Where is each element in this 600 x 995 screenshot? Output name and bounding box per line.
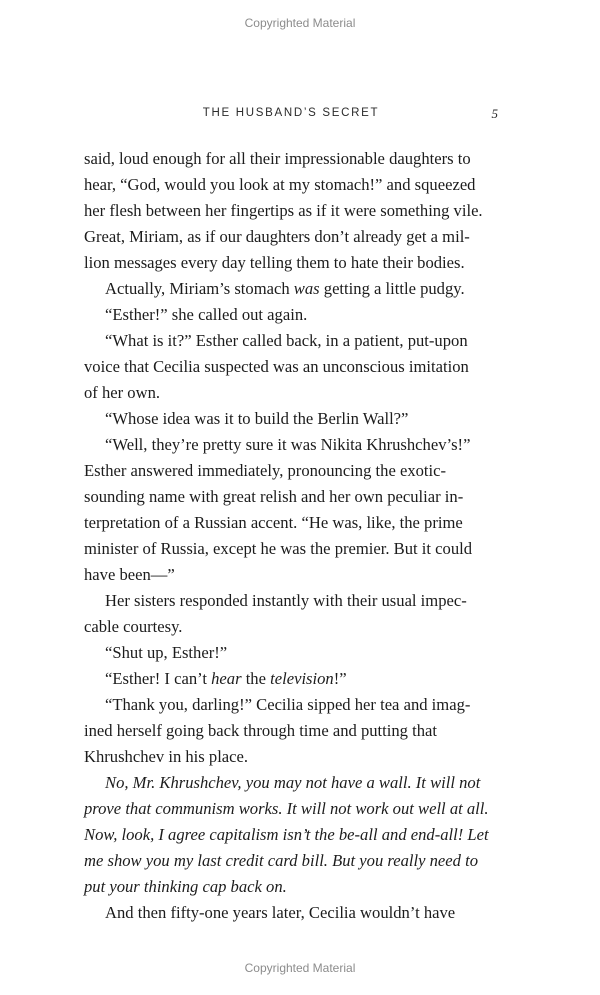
text-line (84, 146, 498, 172)
text-line (84, 250, 498, 276)
italic-text-segment: Now, look, I agree capitalism isn’t the be-all and end-all! Let (84, 825, 489, 844)
italic-text-segment: put your thinking cap back on. (84, 877, 287, 896)
text-line (84, 276, 498, 302)
text-line (84, 458, 498, 484)
text-segment: getting a little pudgy. (319, 279, 465, 298)
text-line (84, 614, 498, 640)
text-line (84, 900, 498, 926)
text-line (84, 536, 498, 562)
text-segment: cable courtesy. (84, 617, 183, 636)
text-line (84, 770, 498, 796)
copyright-watermark-top: Copyrighted Material (244, 16, 356, 30)
text-segment: “Thank you, darling!” Cecilia sipped her tea and imag- (105, 695, 471, 714)
italic-text-segment: prove that communism works. It will not work out well at all. (84, 799, 489, 818)
text-line (84, 432, 498, 458)
book-title: THE HUSBAND’S SECRET (202, 107, 380, 119)
text-line (84, 510, 498, 536)
text-segment: lion messages every day telling them to hate their bodies. (84, 253, 465, 272)
text-line (84, 588, 498, 614)
italic-text-segment: me show you my last credit card bill. But you really need to (84, 851, 479, 870)
text-segment: voice that Cecilia suspected was an unconscious imitation (84, 357, 469, 376)
text-line (84, 718, 498, 744)
text-line (84, 484, 498, 510)
text-line (84, 692, 498, 718)
text-line (84, 874, 498, 900)
text-line (84, 354, 498, 380)
text-segment: “What is it?” Esther called back, in a patient, put-upon (105, 331, 468, 350)
text-segment: hear, “God, would you look at my stomach!” and squeezed (84, 175, 476, 194)
text-line (84, 328, 498, 354)
text-segment: “Shut up, Esther!” (105, 643, 228, 662)
text-line (84, 380, 498, 406)
text-line (84, 796, 498, 822)
text-segment: minister of Russia, except he was the premier. But it could (84, 539, 473, 558)
page-body-text (84, 146, 498, 926)
text-segment: “Esther! I can’t (105, 669, 212, 688)
copyright-watermark-bottom: Copyrighted Material (244, 961, 356, 975)
text-line (84, 640, 498, 666)
text-line (84, 198, 498, 224)
text-line (84, 848, 498, 874)
text-segment: “Esther!” she called out again. (105, 305, 308, 324)
text-segment: “Well, they’re pretty sure it was Nikita Khrushchev’s!” (105, 435, 471, 454)
italic-text-segment: television (270, 669, 334, 688)
text-line (84, 562, 498, 588)
text-line (84, 822, 498, 848)
text-segment: of her own. (84, 383, 161, 402)
text-segment: !” (333, 669, 347, 688)
italic-text-segment: No, Mr. Khrushchev, you may not have a wall. It will not (105, 773, 481, 792)
text-segment: ined herself going back through time and putting that (84, 721, 437, 740)
text-segment: Her sisters responded instantly with their usual impec- (105, 591, 467, 610)
text-segment: sounding name with great relish and her own peculiar in- (84, 487, 464, 506)
text-segment: said, loud enough for all their impressionable daughters to (84, 149, 471, 168)
text-segment: “Whose idea was it to build the Berlin Wall?” (105, 409, 409, 428)
text-segment: her flesh between her fingertips as if it were something vile. (84, 201, 483, 220)
text-segment: Actually, Miriam’s stomach (105, 279, 294, 298)
italic-text-segment: hear (211, 669, 242, 688)
text-line (84, 224, 498, 250)
text-segment: And then fifty-one years later, Cecilia wouldn’t have (105, 903, 456, 922)
text-line (84, 172, 498, 198)
text-line (84, 406, 498, 432)
text-line (84, 744, 498, 770)
text-segment: Khrushchev in his place. (84, 747, 249, 766)
text-line (84, 302, 498, 328)
text-segment: terpretation of a Russian accent. “He was, like, the prime (84, 513, 463, 532)
text-segment: have been—” (84, 565, 175, 584)
italic-text-segment: was (293, 279, 320, 298)
text-segment: the (241, 669, 271, 688)
text-segment: Great, Miriam, as if our daughters don’t already get a mil- (84, 227, 470, 246)
running-header (84, 107, 498, 125)
text-line (84, 666, 498, 692)
page-number: 5 (491, 106, 498, 121)
text-segment: Esther answered immediately, pronouncing the exotic- (84, 461, 447, 480)
